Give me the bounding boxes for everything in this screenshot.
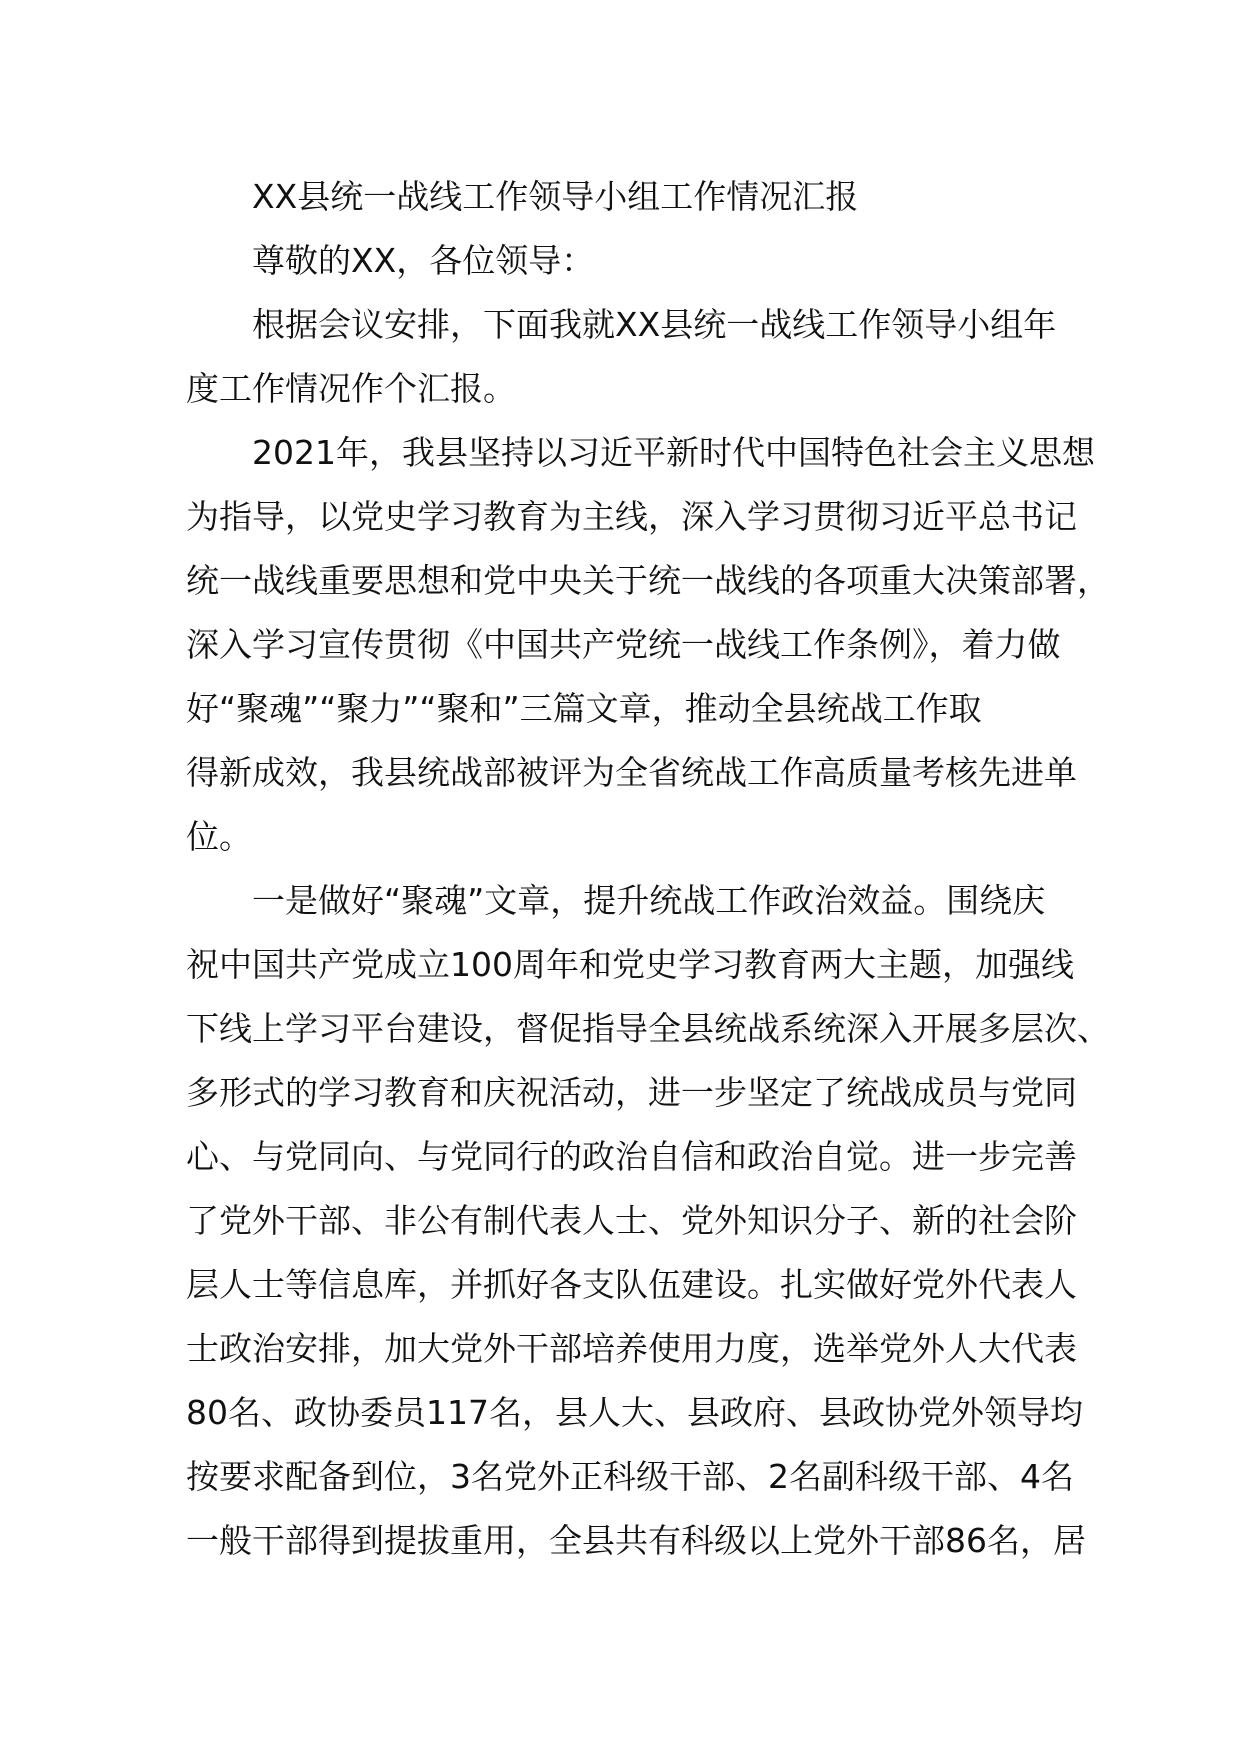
paragraph-line: 士政治安排，加大党外干部培养使用力度，选举党外人大代表 xyxy=(186,1329,1077,1368)
paragraph-line: 按要求配备到位，3名党外正科级干部、2名副科级干部、4名 xyxy=(186,1457,1074,1496)
paragraph-line: 好“聚魂”“聚力”“聚和”三篇文章，推动全县统战工作取 xyxy=(186,689,982,728)
paragraph-line: 一般干部得到提拔重用，全县共有科级以上党外干部86名，居 xyxy=(186,1521,1086,1560)
document-title: XX县统一战线工作领导小组工作情况汇报 xyxy=(252,177,859,216)
paragraph-line: 下线上学习平台建设，督促指导全县统战系统深入开展多层次、 xyxy=(186,1009,1110,1048)
paragraph-line: 度工作情况作个汇报。 xyxy=(186,369,516,408)
paragraph-line: 为指导，以党史学习教育为主线，深入学习贯彻习近平总书记 xyxy=(186,497,1077,536)
paragraph-line: 层人士等信息库，并抓好各支队伍建设。扎实做好党外代表人 xyxy=(186,1265,1077,1304)
paragraph-line: 一是做好“聚魂”文章，提升统战工作政治效益。围绕庆 xyxy=(252,881,1046,920)
salutation: 尊敬的XX，各位领导： xyxy=(252,241,595,280)
paragraph-line: 祝中国共产党成立100周年和党史学习教育两大主题，加强线 xyxy=(186,945,1074,984)
paragraph-line: 心、与党同向、与党同行的政治自信和政治自觉。进一步完善 xyxy=(186,1137,1077,1176)
paragraph-line: 统一战线重要思想和党中央关于统一战线的各项重大决策部署， xyxy=(186,561,1110,600)
paragraph-line: 了党外干部、非公有制代表人士、党外知识分子、新的社会阶 xyxy=(186,1201,1077,1240)
paragraph-line: 深入学习宣传贯彻《中国共产党统一战线工作条例》，着力做 xyxy=(186,625,1061,664)
paragraph-line: 多形式的学习教育和庆祝活动，进一步坚定了统战成员与党同 xyxy=(186,1073,1077,1112)
paragraph-line: 2021年，我县坚持以习近平新时代中国特色社会主义思想 xyxy=(252,433,1095,472)
paragraph-line: 根据会议安排，下面我就XX县统一战线工作领导小组年 xyxy=(252,305,1057,344)
paragraph-line: 位。 xyxy=(186,817,252,856)
paragraph-line: 80名、政协委员117名，县人大、县政府、县政协党外领导均 xyxy=(186,1393,1083,1432)
paragraph-line: 得新成效，我县统战部被评为全省统战工作高质量考核先进单 xyxy=(186,753,1077,792)
document-body xyxy=(186,165,1110,1573)
